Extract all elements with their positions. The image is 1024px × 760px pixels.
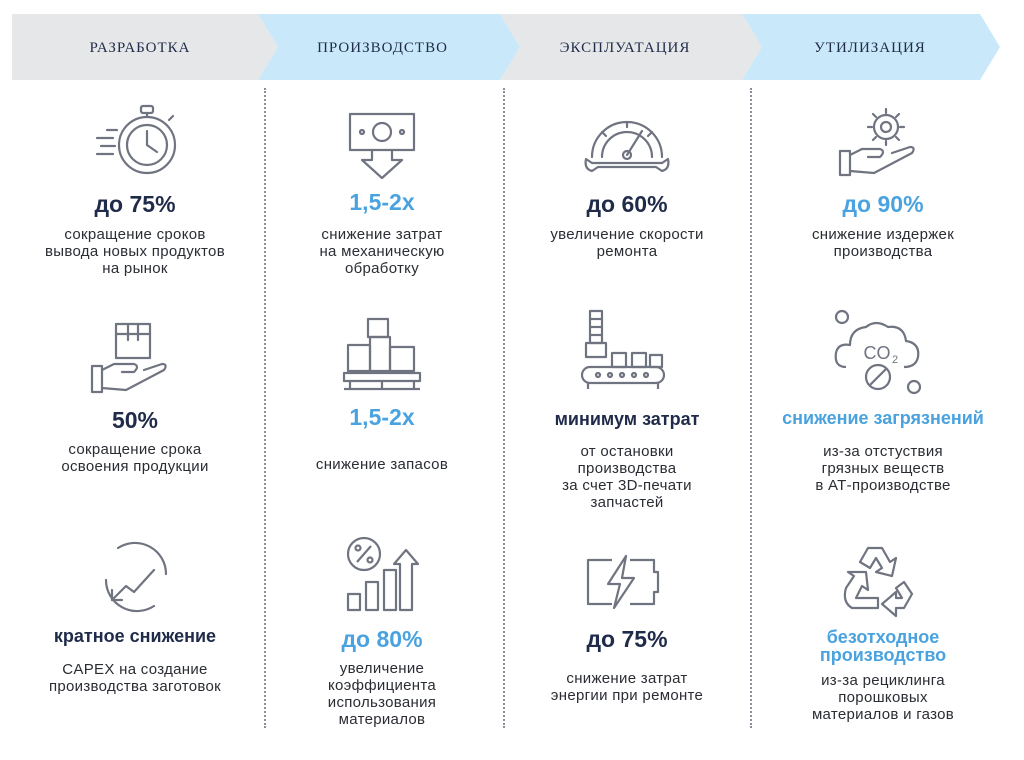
battery-lightning-icon xyxy=(582,554,662,610)
svg-text:2: 2 xyxy=(891,354,899,366)
box-in-hand-icon xyxy=(90,318,180,398)
benefit-card xyxy=(262,310,502,500)
phase-header xyxy=(0,0,1024,90)
benefit-card xyxy=(752,305,1014,505)
phase-label-production: ПРОИЗВОДСТВО xyxy=(317,40,448,56)
co2-cloud-icon xyxy=(832,307,924,397)
phase-label-development: РАЗРАБОТКА xyxy=(89,40,191,56)
gauge-wrench-icon xyxy=(582,113,672,179)
benefit-card xyxy=(10,95,260,290)
benefit-card xyxy=(752,95,1014,290)
stat-value: до 75% xyxy=(586,626,668,652)
stat-value: 50% xyxy=(111,407,159,433)
stat-value: безотходное производство xyxy=(819,627,947,665)
conveyor-factory-icon xyxy=(578,307,668,391)
recycle-icon xyxy=(838,542,918,618)
stat-description: из-за рециклинга порошковых материалов и газов xyxy=(811,672,955,723)
benefit-card xyxy=(262,532,502,732)
stat-description: CAPEX на создание производства заготовок xyxy=(48,661,222,695)
benefit-card xyxy=(506,540,748,720)
stat-value: 1,5-2x xyxy=(349,404,415,430)
stat-description: из-за отстуствия грязных веществ в АТ-производстве xyxy=(815,443,951,494)
downtrend-cycle-icon xyxy=(98,534,174,620)
phase-label-operation: ЭКСПЛУАТАЦИЯ xyxy=(559,40,691,56)
stat-value: до 75% xyxy=(94,191,176,217)
phase-label-disposal: УТИЛИЗАЦИЯ xyxy=(814,40,926,56)
benefit-card xyxy=(262,95,502,290)
benefit-card xyxy=(506,95,748,290)
stat-value: минимум затрат xyxy=(554,409,700,429)
benefit-card xyxy=(10,310,260,500)
stat-description: снижение затрат энергии при ремонте xyxy=(550,670,704,704)
gear-in-hand-icon xyxy=(838,103,918,179)
stat-value: до 80% xyxy=(341,626,423,652)
stat-value: 1,5-2x xyxy=(349,189,415,215)
stat-description: снижение затрат на механическую обработку xyxy=(319,226,445,277)
benefit-card xyxy=(752,540,1014,730)
stat-description: снижение запасов xyxy=(315,456,449,473)
benefit-card xyxy=(506,305,748,520)
stat-description: увеличение скорости ремонта xyxy=(550,226,704,260)
svg-text:CO: CO xyxy=(863,343,891,363)
stat-value: до 60% xyxy=(586,191,668,217)
stat-description: сокращение срока освоения продукции xyxy=(61,441,209,475)
column-divider xyxy=(503,88,505,728)
money-down-arrow-icon xyxy=(342,110,422,182)
stat-description: снижение издержек производства xyxy=(811,226,955,260)
stopwatch-icon xyxy=(95,100,185,180)
benefit-card xyxy=(10,532,260,712)
stat-value: до 90% xyxy=(842,191,924,217)
stat-value: снижение загрязнений xyxy=(782,408,984,428)
stat-description: увеличение коэффициента использования материалов xyxy=(327,660,437,728)
stat-description: сокращение сроков вывода новых продуктов на рынок xyxy=(45,226,225,277)
percent-growth-chart-icon xyxy=(342,534,422,614)
stat-description: от остановки производства за счет 3D-печати запчастей xyxy=(562,443,692,511)
boxes-pallet-icon xyxy=(342,315,422,395)
stat-value: кратное снижение xyxy=(53,626,217,646)
